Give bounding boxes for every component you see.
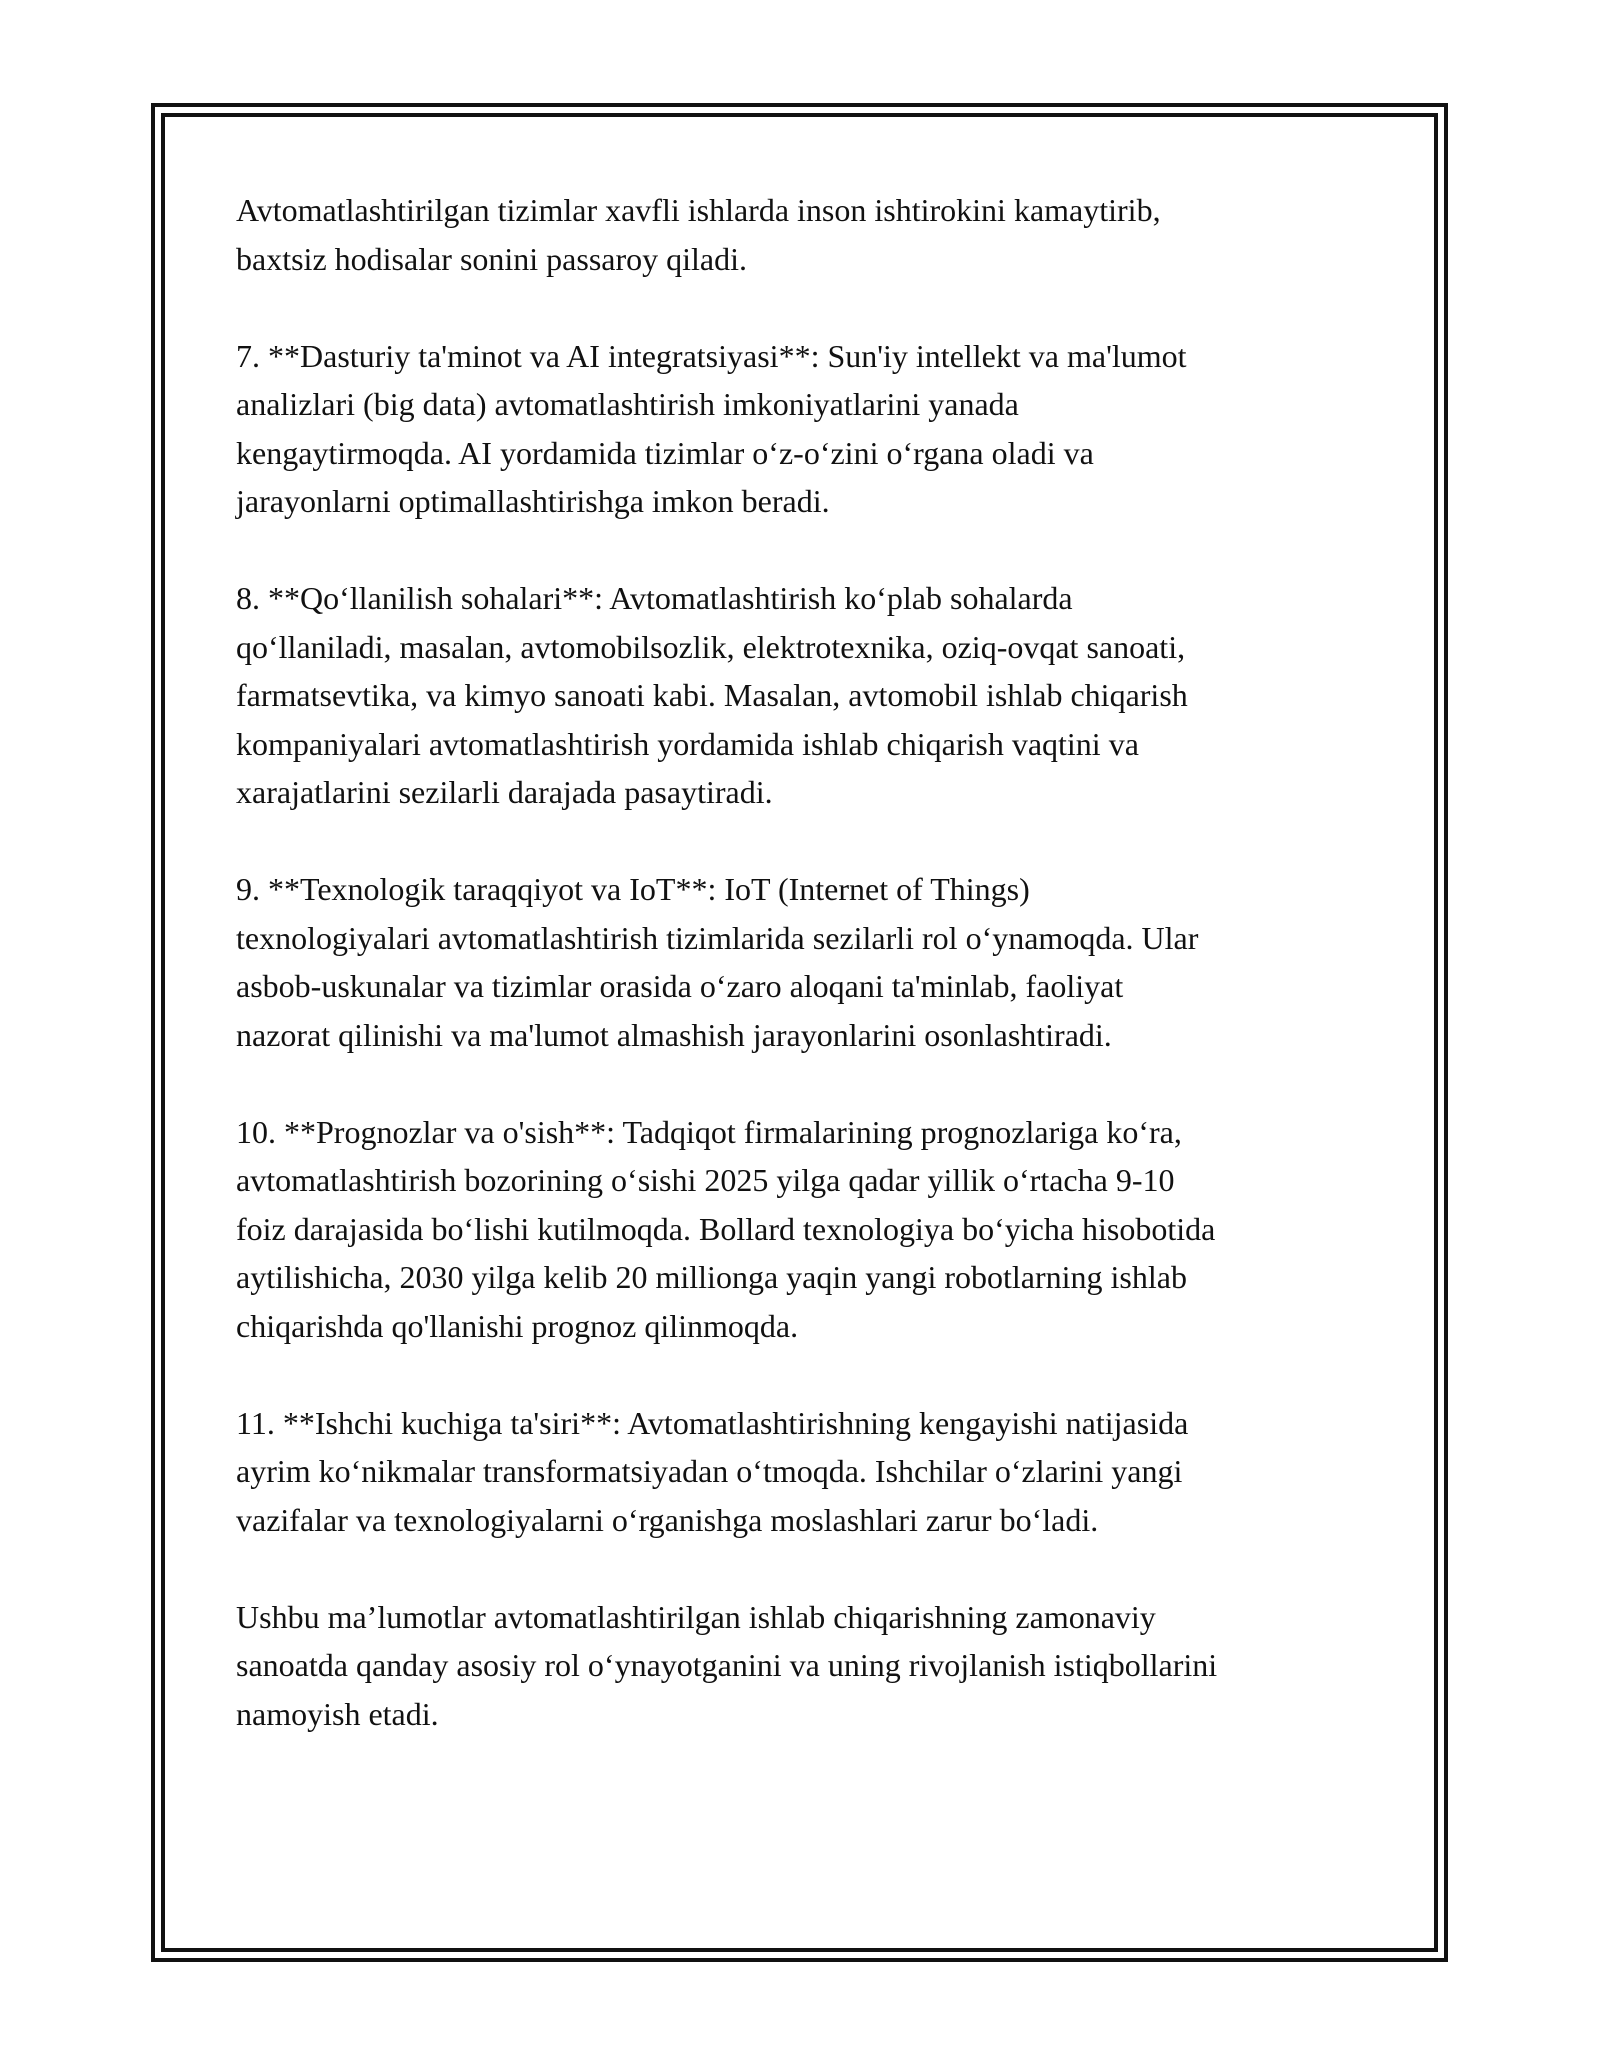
paragraph-item-7: 7. **Dasturiy ta'minot va AI integratsiyasi**: Sun'iy intellekt va ma'lumot analizlari (big data) avtomatlashtirish imkoniyatlarini yanada kengaytirmoqda. AI yordamida tizimlar o‘z-o‘zini o‘rgana oladi va jarayonlarni optimallashtirishga imkon beradi. [236, 337, 1187, 519]
paragraph-item-11: 11. **Ishchi kuchiga ta'siri**: Avtomatlashtirishning kengayishi natijasida ayrim ko‘nikmalar transformatsiyadan o‘tmoqda. Ishchilar o‘zlarini yangi vazifalar va texnologiyalarni o‘rganishga moslashlari zarur bo‘ladi. [236, 1404, 1189, 1538]
document-body [236, 186, 1376, 1787]
paragraph-conclusion: Ushbu ma’lumotlar avtomatlashtirilgan ishlab chiqarishning zamonaviy sanoatda qanday asosiy rol o‘ynayotganini va uning rivojlanish istiqbollarini namoyish etadi. [236, 1598, 1218, 1732]
paragraph-item-8: 8. **Qo‘llanilish sohalari**: Avtomatlashtirish ko‘plab sohalarda qo‘llaniladi, masalan, avtomobilsozlik, elektrotexnika, oziq-ovqat sanoati, farmatsevtika, va kimyo sanoati kabi. Masalan, avtomobil ishlab chiqarish kompaniyalari avtomatlashtirish yordamida ishlab chiqarish vaqtini va xarajatlarini sezilarli darajada pasaytiradi. [236, 580, 1188, 810]
paragraph-item-10: 10. **Prognozlar va o'sish**: Tadqiqot firmalarining prognozlariga ko‘ra, avtomatlashtirish bozorining o‘sishi 2025 yilga qadar yillik o‘rtacha 9-10 foiz darajasida bo‘lishi kutilmoqda. Bollard texnologiya bo‘yicha hisobotida aytilishicha, 2030 yilga kelib 20 millionga yaqin yangi robotlarning ishlab chiqarishda qo'llanishi prognoz qilinmoqda. [236, 1113, 1216, 1344]
paragraph-intro: Avtomatlashtirilgan tizimlar xavfli ishlarda inson ishtirokini kamaytirib, baxtsiz hodisalar sonini passaroy qiladi. [236, 192, 1161, 277]
paragraph-item-9: 9. **Texnologik taraqqiyot va IoT**: IoT (Internet of Things) texnologiyalari avtomatlashtirish tizimlarida sezilarli rol o‘ynamoqda. Ular asbob-uskunalar va tizimlar orasida o‘zaro aloqani ta'minlab, faoliyat nazorat qilinishi va ma'lumot almashish jarayonlarini osonlashtiradi. [236, 871, 1199, 1053]
